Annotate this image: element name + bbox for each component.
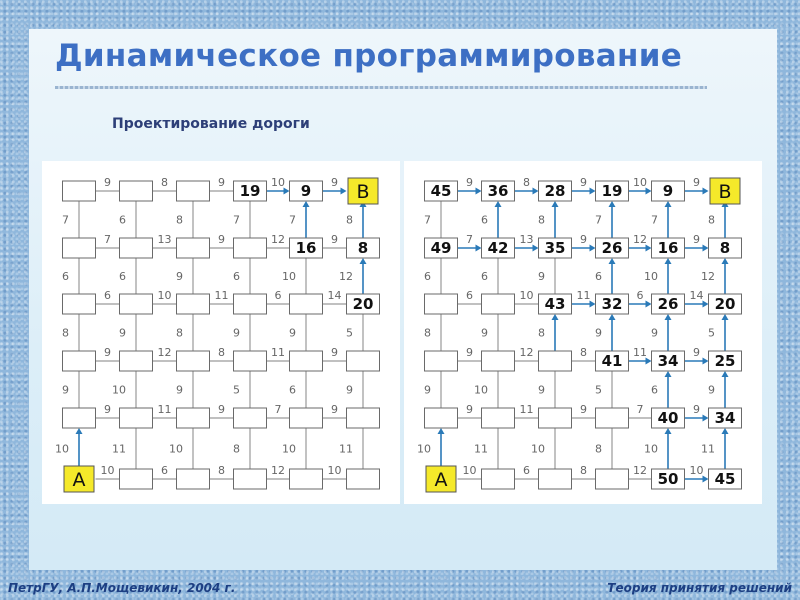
left-node-4-0 (63, 408, 96, 428)
left-node-1-2 (177, 238, 210, 258)
left-cost-v-3-5: 9 (346, 383, 353, 397)
left-cost-v-1-4: 10 (282, 270, 296, 283)
left-node-2-4 (290, 294, 323, 314)
left-cost-h-2-1: 10 (157, 289, 172, 302)
right-cost-h-1-4: 9 (693, 233, 700, 246)
right-node-3-2 (539, 351, 572, 371)
left-node-value-1-4: 16 (295, 239, 317, 257)
left-node-4-5 (347, 408, 380, 428)
right-cost-v-3-2: 9 (538, 383, 545, 397)
left-arrow-v-1-5 (360, 258, 367, 264)
right-arrow-v-2-4 (665, 314, 672, 320)
left-cost-h-1-2: 9 (218, 233, 225, 246)
left-node-4-4 (290, 408, 323, 428)
left-cost-h-4-1: 11 (157, 403, 172, 416)
right-arrow-v-0-2 (552, 201, 559, 207)
left-node-3-0 (63, 351, 96, 371)
right-arrow-v-3-5 (722, 371, 729, 377)
right-cost-v-3-1: 10 (474, 383, 488, 397)
right-cost-v-4-5: 11 (701, 442, 715, 456)
left-cost-h-5-1: 6 (161, 464, 168, 477)
right-cost-h-5-1: 6 (523, 464, 530, 477)
right-node-value-0-4: 9 (662, 182, 674, 200)
left-cost-v-0-3: 7 (233, 213, 240, 227)
right-cost-h-2-3: 6 (636, 289, 644, 302)
right-cost-h-1-3: 12 (633, 233, 647, 246)
left-arrow-h-0-4 (341, 188, 347, 195)
left-node-5-4 (290, 469, 323, 489)
left-cost-v-2-2: 8 (176, 326, 183, 340)
left-node-3-1 (120, 351, 153, 371)
left-cost-h-1-3: 12 (271, 233, 285, 246)
left-cost-h-5-2: 8 (218, 464, 225, 477)
left-node-4-1 (120, 408, 153, 428)
right-cost-v-0-3: 7 (595, 213, 602, 227)
right-cost-h-0-4: 9 (693, 176, 700, 189)
left-node-0-0 (63, 181, 96, 201)
left-node-value-0-5: B (356, 181, 370, 203)
right-arrow-h-2-3 (646, 301, 652, 308)
right-cost-v-1-4: 10 (644, 270, 658, 283)
left-cost-h-5-0: 10 (100, 464, 115, 477)
right-arrow-v-2-5 (722, 314, 729, 320)
right-node-4-1 (482, 408, 515, 428)
right-node-5-2 (539, 469, 572, 489)
right-cost-v-1-5: 12 (701, 270, 715, 283)
right-cost-v-0-0: 7 (424, 213, 431, 227)
right-cost-v-1-2: 9 (538, 270, 545, 283)
left-cost-h-4-3: 7 (274, 403, 282, 416)
left-node-2-1 (120, 294, 153, 314)
right-node-value-2-4: 26 (657, 295, 679, 313)
right-cost-h-0-3: 10 (633, 176, 647, 189)
right-cost-v-4-4: 10 (644, 442, 658, 456)
right-arrow-v-1-5 (722, 258, 729, 264)
footer-author: ПетрГУ, А.П.Мощевикин, 2004 г. (8, 581, 236, 595)
left-arrow-v-4-0 (76, 428, 83, 434)
right-node-value-0-5: B (718, 181, 732, 203)
footer-course: Теория принятия решений (607, 581, 792, 595)
right-node-2-1 (482, 294, 515, 314)
left-cost-h-2-2: 11 (214, 289, 229, 302)
left-cost-v-1-3: 6 (233, 270, 240, 283)
left-cost-v-0-2: 8 (176, 213, 183, 227)
right-arrow-v-0-4 (665, 201, 672, 207)
road-grid-right (404, 161, 762, 504)
right-cost-h-0-0: 9 (466, 176, 473, 189)
right-node-value-2-5: 20 (714, 295, 736, 313)
right-cost-h-2-0: 6 (466, 289, 473, 302)
right-arrow-h-0-2 (590, 188, 596, 195)
right-cost-v-4-0: 10 (417, 442, 431, 456)
left-node-1-0 (63, 238, 96, 258)
right-node-value-0-2: 28 (544, 182, 566, 200)
left-cost-v-1-1: 6 (119, 270, 126, 283)
left-cost-v-0-0: 7 (62, 213, 69, 227)
left-node-value-5-0: A (72, 469, 86, 491)
left-cost-h-3-1: 12 (157, 346, 172, 359)
left-cost-h-3-4: 9 (331, 346, 338, 359)
left-cost-v-0-1: 6 (119, 213, 126, 227)
right-cost-v-2-5: 5 (708, 326, 715, 340)
left-cost-h-1-1: 13 (157, 233, 172, 246)
right-cost-h-5-2: 8 (580, 464, 587, 477)
right-node-value-5-5: 45 (714, 470, 736, 488)
left-node-4-2 (177, 408, 210, 428)
right-cost-h-4-1: 11 (519, 403, 534, 416)
right-node-value-5-4: 50 (657, 470, 679, 488)
right-node-value-2-3: 32 (601, 295, 623, 313)
right-cost-h-1-0: 7 (466, 233, 473, 246)
left-node-0-1 (120, 181, 153, 201)
right-cost-h-2-2: 11 (576, 289, 591, 302)
left-node-1-3 (234, 238, 267, 258)
right-cost-v-3-3: 5 (595, 383, 602, 397)
right-arrow-h-1-4 (703, 245, 709, 252)
right-arrow-h-0-0 (476, 188, 482, 195)
left-node-2-0 (63, 294, 96, 314)
right-cost-v-3-4: 6 (651, 383, 658, 397)
left-node-3-5 (347, 351, 380, 371)
slide-subtitle: Проектирование дороги (112, 116, 310, 132)
right-arrow-v-4-5 (722, 428, 729, 434)
right-cost-h-3-4: 9 (693, 346, 700, 359)
right-node-value-0-3: 19 (601, 182, 623, 200)
left-cost-v-0-4: 7 (289, 213, 296, 227)
left-cost-v-4-5: 11 (339, 442, 353, 456)
right-cost-v-4-1: 11 (474, 442, 488, 456)
left-arrow-v-0-4 (303, 201, 310, 207)
left-cost-h-4-4: 9 (331, 403, 338, 416)
road-grid-right-svg (404, 161, 762, 504)
left-cost-v-3-3: 5 (233, 383, 240, 397)
right-cost-h-3-3: 11 (633, 346, 647, 359)
left-cost-h-0-3: 10 (271, 176, 285, 189)
right-cost-h-2-1: 10 (519, 289, 534, 302)
right-cost-h-5-4: 10 (689, 464, 704, 477)
right-node-value-1-4: 16 (657, 239, 679, 257)
left-cost-h-4-0: 9 (104, 403, 111, 416)
right-cost-v-3-5: 9 (708, 383, 715, 397)
right-cost-v-4-3: 8 (595, 442, 602, 456)
right-cost-h-4-0: 9 (466, 403, 473, 416)
right-cost-v-2-3: 9 (595, 326, 602, 340)
right-cost-v-0-5: 8 (708, 213, 715, 227)
right-cost-h-4-4: 9 (693, 403, 700, 416)
right-cost-v-2-2: 8 (538, 326, 545, 340)
left-cost-h-2-4: 14 (327, 289, 342, 302)
right-cost-h-1-1: 13 (519, 233, 534, 246)
left-node-4-3 (234, 408, 267, 428)
left-node-5-3 (234, 469, 267, 489)
right-node-value-5-0: A (434, 469, 448, 491)
right-cost-h-3-2: 8 (580, 346, 587, 359)
left-node-value-0-3: 19 (239, 182, 261, 200)
right-arrow-h-4-4 (703, 415, 709, 422)
right-node-value-1-0: 49 (430, 239, 452, 257)
left-cost-h-3-0: 9 (104, 346, 111, 359)
right-cost-v-3-0: 9 (424, 383, 431, 397)
left-cost-v-4-3: 8 (233, 442, 240, 456)
right-cost-v-0-2: 8 (538, 213, 545, 227)
left-node-2-3 (234, 294, 267, 314)
right-cost-h-5-3: 12 (633, 464, 647, 477)
right-node-2-0 (425, 294, 458, 314)
left-cost-v-2-4: 9 (289, 326, 296, 340)
left-cost-h-2-3: 6 (274, 289, 282, 302)
left-node-value-0-4: 9 (300, 182, 312, 200)
slide-title: Динамическое программирование (55, 38, 683, 74)
road-grid-left (42, 161, 400, 504)
right-arrow-h-1-2 (590, 245, 596, 252)
left-cost-v-4-2: 10 (169, 442, 183, 456)
right-cost-v-4-2: 10 (531, 442, 545, 456)
right-arrow-h-1-0 (476, 245, 482, 252)
left-cost-h-0-1: 8 (161, 176, 168, 189)
right-node-value-1-1: 42 (487, 239, 509, 257)
right-cost-h-0-1: 8 (523, 176, 530, 189)
right-cost-v-2-1: 9 (481, 326, 488, 340)
right-node-value-4-5: 34 (714, 409, 736, 427)
left-cost-h-5-4: 10 (327, 464, 342, 477)
right-node-4-3 (596, 408, 629, 428)
right-node-value-4-4: 40 (657, 409, 679, 427)
left-node-1-1 (120, 238, 153, 258)
left-node-3-2 (177, 351, 210, 371)
right-cost-h-2-4: 14 (689, 289, 704, 302)
left-node-5-2 (177, 469, 210, 489)
left-cost-v-1-2: 9 (176, 270, 183, 283)
left-cost-v-3-1: 10 (112, 383, 126, 397)
right-cost-v-2-4: 9 (651, 326, 658, 340)
left-cost-h-3-3: 11 (271, 346, 285, 359)
right-cost-v-1-0: 6 (424, 270, 431, 283)
right-arrow-h-0-1 (533, 188, 539, 195)
right-cost-v-0-4: 7 (651, 213, 658, 227)
right-arrow-v-1-3 (609, 258, 616, 264)
right-arrow-v-1-4 (665, 258, 672, 264)
left-cost-h-1-4: 9 (331, 233, 338, 246)
right-arrow-v-3-4 (665, 371, 672, 377)
left-cost-v-4-4: 10 (282, 442, 296, 456)
left-cost-h-2-0: 6 (104, 289, 111, 302)
right-node-value-3-3: 41 (601, 352, 623, 370)
right-arrow-v-2-3 (609, 314, 616, 320)
right-cost-h-4-2: 9 (580, 403, 587, 416)
left-cost-v-4-1: 11 (112, 442, 126, 456)
left-cost-v-2-1: 9 (119, 326, 126, 340)
left-cost-v-1-0: 6 (62, 270, 69, 283)
right-arrow-v-2-2 (552, 314, 559, 320)
left-cost-v-4-0: 10 (55, 442, 69, 456)
left-cost-h-0-4: 9 (331, 176, 338, 189)
left-node-0-2 (177, 181, 210, 201)
right-node-3-1 (482, 351, 515, 371)
left-cost-v-3-2: 9 (176, 383, 183, 397)
right-node-value-3-5: 25 (714, 352, 736, 370)
right-node-value-0-0: 45 (430, 182, 452, 200)
right-node-4-2 (539, 408, 572, 428)
right-node-value-0-1: 36 (487, 182, 509, 200)
right-arrow-h-3-4 (703, 358, 709, 365)
road-grid-left-svg (42, 161, 400, 504)
left-cost-v-2-3: 9 (233, 326, 240, 340)
left-cost-h-5-3: 12 (271, 464, 285, 477)
right-arrow-v-0-3 (609, 201, 616, 207)
left-node-5-1 (120, 469, 153, 489)
right-node-value-1-3: 26 (601, 239, 623, 257)
right-node-3-0 (425, 351, 458, 371)
left-cost-h-0-2: 9 (218, 176, 225, 189)
left-node-2-2 (177, 294, 210, 314)
right-cost-v-1-3: 6 (595, 270, 602, 283)
right-cost-h-1-2: 9 (580, 233, 587, 246)
right-node-5-1 (482, 469, 515, 489)
left-cost-h-0-0: 9 (104, 176, 111, 189)
right-arrow-v-0-1 (495, 201, 502, 207)
right-node-value-3-4: 34 (657, 352, 679, 370)
left-node-3-4 (290, 351, 323, 371)
left-cost-v-1-5: 12 (339, 270, 353, 283)
right-cost-v-0-1: 6 (481, 213, 488, 227)
right-arrow-h-0-4 (703, 188, 709, 195)
left-node-value-2-5: 20 (352, 295, 374, 313)
left-node-5-5 (347, 469, 380, 489)
left-cost-h-1-0: 7 (104, 233, 111, 246)
left-cost-v-2-5: 5 (346, 326, 353, 340)
right-cost-v-2-0: 8 (424, 326, 431, 340)
left-cost-h-4-2: 9 (218, 403, 225, 416)
right-cost-v-1-1: 6 (481, 270, 488, 283)
right-node-5-3 (596, 469, 629, 489)
left-cost-h-3-2: 8 (218, 346, 225, 359)
left-node-value-1-5: 8 (357, 239, 369, 257)
right-node-value-1-5: 8 (719, 239, 731, 257)
right-arrow-v-4-0 (438, 428, 445, 434)
right-node-value-2-2: 43 (544, 295, 566, 313)
title-divider (55, 86, 707, 89)
right-cost-h-0-2: 9 (580, 176, 587, 189)
right-node-4-0 (425, 408, 458, 428)
left-cost-v-2-0: 8 (62, 326, 69, 340)
right-cost-h-3-1: 12 (519, 346, 534, 359)
right-cost-h-3-0: 9 (466, 346, 473, 359)
right-arrow-v-4-4 (665, 428, 672, 434)
left-cost-v-0-5: 8 (346, 213, 353, 227)
right-node-value-1-2: 35 (544, 239, 566, 257)
right-cost-h-4-3: 7 (636, 403, 644, 416)
right-cost-h-5-0: 10 (462, 464, 477, 477)
left-cost-v-3-0: 9 (62, 383, 69, 397)
left-cost-v-3-4: 6 (289, 383, 296, 397)
left-node-3-3 (234, 351, 267, 371)
